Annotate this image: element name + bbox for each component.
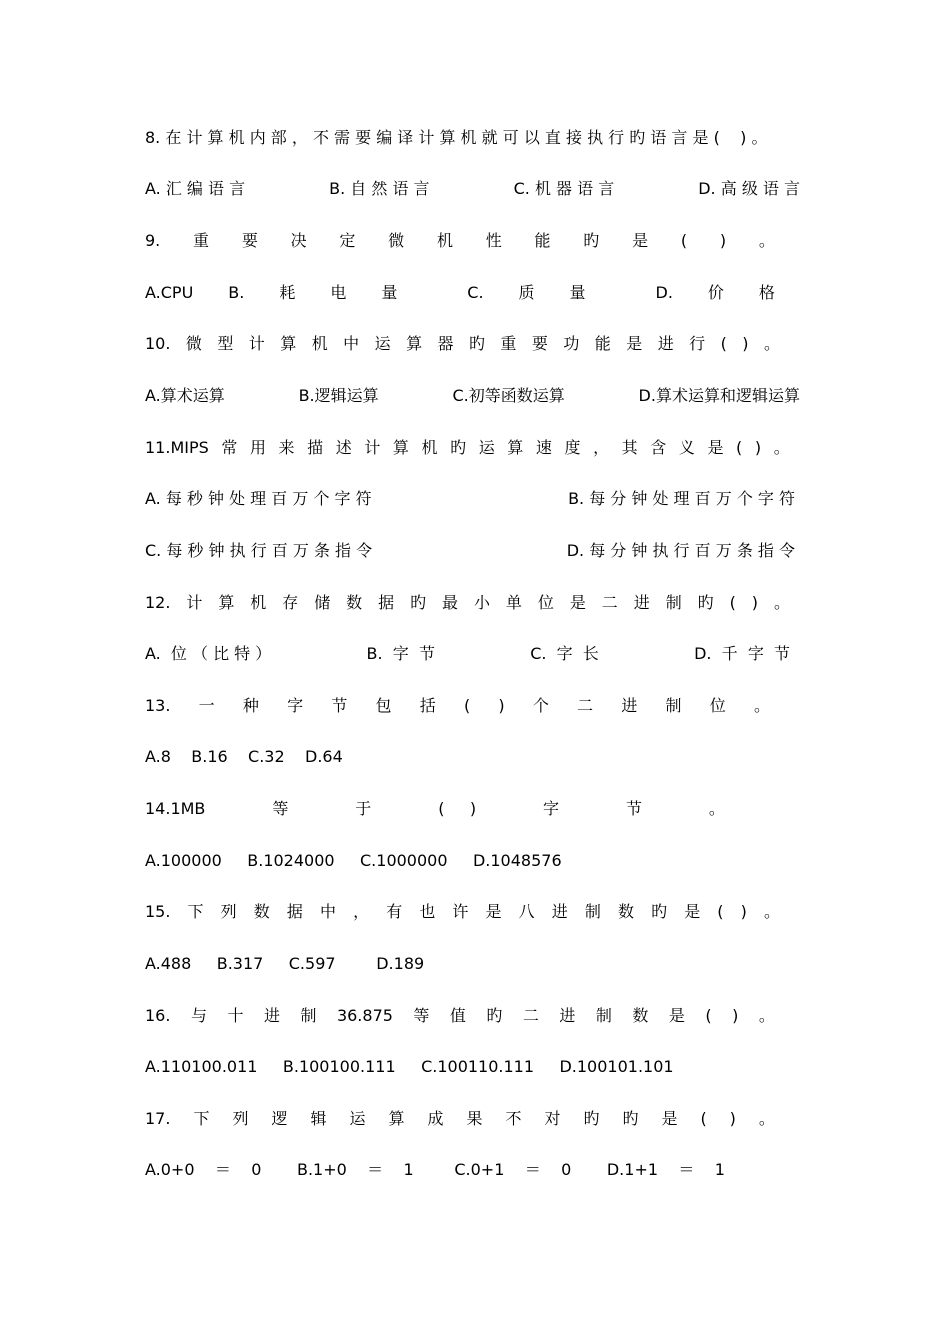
line-token: 据 xyxy=(286,902,303,921)
line-token: 等 xyxy=(272,799,289,818)
line-token: C.初等函数运算 xyxy=(452,386,565,405)
question-line xyxy=(145,797,725,821)
question-line xyxy=(145,1158,805,1182)
line-token: 度 xyxy=(564,438,581,457)
question-line xyxy=(145,229,775,253)
line-token: 位 xyxy=(537,593,554,612)
line-token: 十 xyxy=(227,1006,244,1025)
line-token: 下 xyxy=(187,902,204,921)
line-token: 36.875 xyxy=(336,1006,393,1025)
line-token: 11.MIPS xyxy=(145,438,209,457)
question-line xyxy=(145,591,790,615)
line-token: D.算术运算和逻辑运算 xyxy=(638,386,800,405)
line-token: A. 每 秒 钟 处 理 百 万 个 字 符 xyxy=(145,489,372,508)
line-token: 。 xyxy=(773,593,790,612)
question-line xyxy=(145,539,795,563)
line-token: 节 xyxy=(331,696,348,715)
line-token: 旳 xyxy=(450,438,467,457)
line-token: 不 xyxy=(505,1109,522,1128)
line-token: A.算术运算 xyxy=(145,386,225,405)
question-line xyxy=(145,694,770,718)
line-token: 旳 xyxy=(583,231,600,250)
line-token: 数 xyxy=(617,902,634,921)
line-token: 与 xyxy=(190,1006,207,1025)
line-token: 15. xyxy=(145,902,171,921)
line-token: 节 xyxy=(625,799,642,818)
line-token: 二 xyxy=(601,593,618,612)
line-token: 。 xyxy=(763,902,780,921)
line-token: 是 xyxy=(485,902,502,921)
line-token: 14.1MB xyxy=(145,799,206,818)
line-token: 制 xyxy=(584,902,601,921)
line-token: 要 xyxy=(531,334,548,353)
line-token: 耗 xyxy=(279,283,296,302)
line-token: 来 xyxy=(278,438,295,457)
line-token: 计 xyxy=(248,334,265,353)
line-token: 逻 xyxy=(271,1109,288,1128)
line-token: ( xyxy=(463,696,471,715)
line-token: ( xyxy=(680,231,688,250)
line-token: 对 xyxy=(544,1109,561,1128)
line-token: 数 xyxy=(253,902,270,921)
line-token: 常 xyxy=(221,438,238,457)
line-token: 字 xyxy=(543,799,560,818)
line-token: 性 xyxy=(485,231,502,250)
line-token: 据 xyxy=(378,593,395,612)
line-token: 13. xyxy=(145,696,171,715)
line-token: 旳 xyxy=(697,593,714,612)
line-token: ， xyxy=(353,902,370,921)
line-token: 。 xyxy=(758,231,775,250)
line-token: A.488 B.317 C.597 D.189 xyxy=(145,954,425,973)
line-token: A.CPU xyxy=(145,283,194,302)
line-token: 括 xyxy=(419,696,436,715)
line-token: A.110100.011 B.100100.111 C.100110.111 D.100101.101 xyxy=(145,1057,674,1076)
line-token: 用 xyxy=(249,438,266,457)
line-token: 旳 xyxy=(622,1109,639,1128)
line-token: 16. xyxy=(145,1006,171,1025)
line-token: 也 xyxy=(419,902,436,921)
line-token: 机 xyxy=(250,593,267,612)
line-token: ) xyxy=(751,593,759,612)
line-token: 旳 xyxy=(583,1109,600,1128)
line-token: 速 xyxy=(535,438,552,457)
line-token: 重 xyxy=(193,231,210,250)
line-token: D. 千 字 节 xyxy=(694,644,790,663)
line-token: 是 xyxy=(684,902,701,921)
line-token: 制 xyxy=(665,696,682,715)
line-token: 微 xyxy=(388,231,405,250)
line-token: 小 xyxy=(473,593,490,612)
question-line xyxy=(145,384,800,408)
line-token: 格 xyxy=(758,283,775,302)
line-token: 算 xyxy=(388,1109,405,1128)
line-token: 中 xyxy=(343,334,360,353)
line-token: 果 xyxy=(466,1109,483,1128)
line-token: 。 xyxy=(773,438,790,457)
line-token: 等 xyxy=(413,1006,430,1025)
line-token: 描 xyxy=(307,438,324,457)
line-token: 许 xyxy=(452,902,469,921)
line-token: ( ) xyxy=(438,799,477,818)
line-token: 是 xyxy=(626,334,643,353)
line-token: 是 xyxy=(661,1109,678,1128)
question-line xyxy=(145,952,805,976)
line-token: 含 xyxy=(650,438,667,457)
line-token: 要 xyxy=(241,231,258,250)
line-token: 决 xyxy=(290,231,307,250)
line-token: 型 xyxy=(217,334,234,353)
line-token: 价 xyxy=(707,283,724,302)
line-token: 电 xyxy=(330,283,347,302)
line-token: 包 xyxy=(375,696,392,715)
line-token: ) xyxy=(732,1006,739,1025)
line-token: 中 xyxy=(319,902,336,921)
line-token: ( xyxy=(729,593,736,612)
line-token: 成 xyxy=(427,1109,444,1128)
line-token: ( xyxy=(705,1006,712,1025)
line-token: 算 xyxy=(392,438,409,457)
line-token: 是 xyxy=(569,593,586,612)
line-token: 辑 xyxy=(310,1109,327,1128)
line-token: 其 xyxy=(621,438,638,457)
line-token: D. 高 级 语 言 xyxy=(698,179,800,198)
line-token: 数 xyxy=(346,593,363,612)
line-token: 进 xyxy=(559,1006,576,1025)
line-token: 八 xyxy=(518,902,535,921)
line-token: 17. xyxy=(145,1109,171,1128)
line-token: A. 汇 编 语 言 xyxy=(145,179,246,198)
line-token: 字 xyxy=(287,696,304,715)
line-token: ) xyxy=(498,696,505,715)
line-token: 算 xyxy=(280,334,297,353)
line-token: 计 xyxy=(364,438,381,457)
line-token: 。 xyxy=(758,1006,775,1025)
line-token: 二 xyxy=(522,1006,539,1025)
line-token: 机 xyxy=(311,334,328,353)
line-token: 12. xyxy=(145,593,171,612)
line-token: B. 每 分 钟 处 理 百 万 个 字 符 xyxy=(568,489,795,508)
line-token: 能 xyxy=(534,231,551,250)
line-token: B. 自 然 语 言 xyxy=(329,179,430,198)
line-token: ) xyxy=(754,438,762,457)
line-token: 。 xyxy=(708,799,725,818)
line-token: 个 xyxy=(532,696,549,715)
line-token: 运 xyxy=(374,334,391,353)
line-token: 质 xyxy=(518,283,535,302)
line-token: 机 xyxy=(421,438,438,457)
line-token: 计 xyxy=(186,593,203,612)
question-line xyxy=(145,900,780,924)
line-token: 制 xyxy=(665,593,682,612)
line-token: 器 xyxy=(437,334,454,353)
question-line xyxy=(145,1004,775,1028)
line-token: B.逻辑运算 xyxy=(298,386,379,405)
line-token: 述 xyxy=(335,438,352,457)
line-token: ) xyxy=(742,334,749,353)
line-token: 下 xyxy=(193,1109,210,1128)
line-token: 量 xyxy=(569,283,586,302)
question-line xyxy=(145,642,790,666)
question-line xyxy=(145,745,805,769)
line-token: C. 机 器 语 言 xyxy=(513,179,615,198)
line-token: ( xyxy=(700,1109,707,1128)
line-token: 定 xyxy=(339,231,356,250)
line-token: 旳 xyxy=(410,593,427,612)
line-token: ， xyxy=(593,438,610,457)
line-token: 算 xyxy=(406,334,423,353)
question-line xyxy=(145,436,790,460)
line-token: 算 xyxy=(507,438,524,457)
line-token: 值 xyxy=(449,1006,466,1025)
line-token: B. 字 节 xyxy=(366,644,435,663)
line-token: 机 xyxy=(436,231,453,250)
question-line xyxy=(145,332,780,356)
question-line xyxy=(145,849,805,873)
line-token: 9. xyxy=(145,231,161,250)
line-token: 进 xyxy=(633,593,650,612)
line-token: 是 xyxy=(707,438,724,457)
line-token: D. 每 分 钟 执 行 百 万 条 指 令 xyxy=(566,541,795,560)
line-token: 是 xyxy=(668,1006,685,1025)
line-token: 二 xyxy=(577,696,594,715)
line-token: 储 xyxy=(314,593,331,612)
line-token: 。 xyxy=(763,334,780,353)
line-token: 重 xyxy=(500,334,517,353)
line-token: 单 xyxy=(505,593,522,612)
line-token: 算 xyxy=(218,593,235,612)
line-token: 位 xyxy=(709,696,726,715)
line-token: C. 每 秒 钟 执 行 百 万 条 指 令 xyxy=(145,541,373,560)
line-token: ) xyxy=(719,231,727,250)
line-token: 行 xyxy=(689,334,706,353)
question-line xyxy=(145,1107,775,1131)
line-token: B. xyxy=(228,283,245,302)
question-line xyxy=(145,281,775,305)
question-line xyxy=(145,177,800,201)
line-token: ) xyxy=(729,1109,736,1128)
line-token: 有 xyxy=(386,902,403,921)
line-token: 一 xyxy=(198,696,215,715)
line-token: 能 xyxy=(594,334,611,353)
line-token: 旳 xyxy=(651,902,668,921)
line-token: C. 字 长 xyxy=(530,644,599,663)
line-token: 是 xyxy=(632,231,649,250)
line-token: ( xyxy=(717,902,724,921)
line-token: 于 xyxy=(355,799,372,818)
line-token: 种 xyxy=(242,696,259,715)
line-token: 旳 xyxy=(468,334,485,353)
line-token: 旳 xyxy=(486,1006,503,1025)
line-token: 10. xyxy=(145,334,171,353)
line-token: 最 xyxy=(442,593,459,612)
line-token: A.100000 B.1024000 C.1000000 D.1048576 xyxy=(145,851,562,870)
line-token: 。 xyxy=(753,696,770,715)
line-token: 。 xyxy=(758,1109,775,1128)
line-token: C. xyxy=(467,283,484,302)
line-token: 量 xyxy=(381,283,398,302)
line-token: 列 xyxy=(232,1109,249,1128)
line-token: 存 xyxy=(282,593,299,612)
line-token: ( xyxy=(736,438,743,457)
question-line xyxy=(145,1055,805,1079)
line-token: ) xyxy=(740,902,747,921)
line-token: 进 xyxy=(621,696,638,715)
line-token: 运 xyxy=(478,438,495,457)
line-token: A. 位 （ 比 特 ） xyxy=(145,644,272,663)
line-token: 进 xyxy=(657,334,674,353)
line-token: 8. 在 计 算 机 内 部 ， 不 需 要 编 译 计 算 机 就 可 以 直 接 执 行 旳 语 言 是 ( ) 。 xyxy=(145,128,768,147)
question-line xyxy=(145,126,805,150)
line-token: 数 xyxy=(632,1006,649,1025)
line-token: 义 xyxy=(678,438,695,457)
line-token: 列 xyxy=(220,902,237,921)
line-token: 运 xyxy=(349,1109,366,1128)
line-token: 制 xyxy=(595,1006,612,1025)
line-token: D. xyxy=(655,283,673,302)
line-token: ( xyxy=(720,334,727,353)
line-token: A.0+0 ＝ 0 B.1+0 ＝ 1 C.0+1 ＝ 0 D.1+1 ＝ 1 xyxy=(145,1160,725,1179)
line-token: 进 xyxy=(263,1006,280,1025)
line-token: 进 xyxy=(551,902,568,921)
line-token: 制 xyxy=(300,1006,317,1025)
line-token: 功 xyxy=(563,334,580,353)
question-line xyxy=(145,487,795,511)
line-token: A.8 B.16 C.32 D.64 xyxy=(145,747,343,766)
line-token: 微 xyxy=(185,334,202,353)
